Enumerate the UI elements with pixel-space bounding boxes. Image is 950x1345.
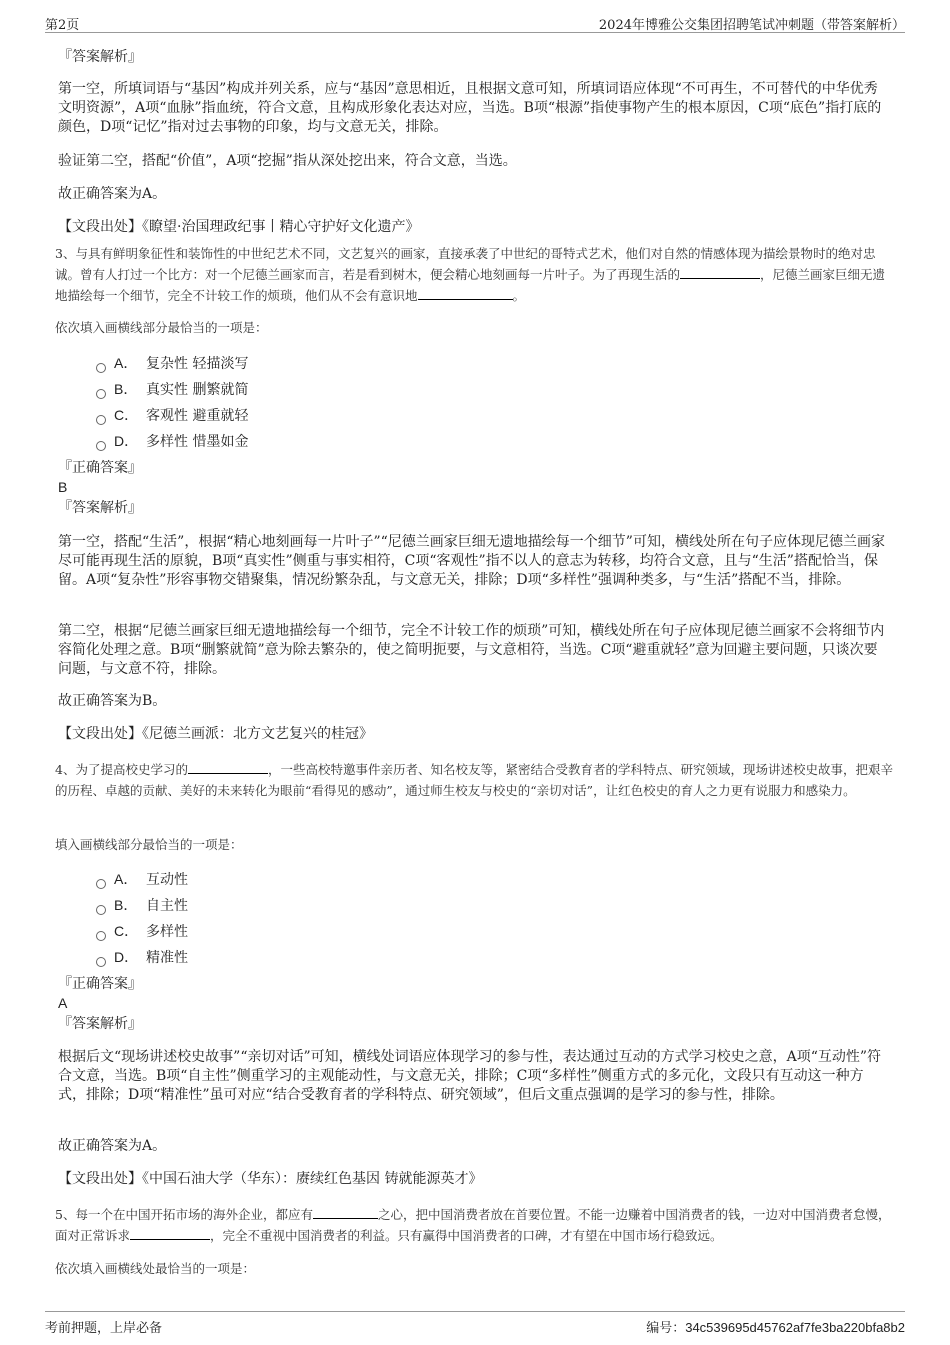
q4-analysis-title: 『答案解析』	[58, 1016, 142, 1032]
q2-analysis-title: 『答案解析』	[58, 49, 142, 65]
radio-icon[interactable]	[96, 957, 106, 967]
blank	[130, 1227, 210, 1240]
q4-answer: A	[58, 995, 68, 1011]
q4-analysis-p2: 故正确答案为A。	[58, 1138, 167, 1154]
q2-source: 【文段出处】《瞭望·治国理政纪事丨精心守护好文化遗产》	[58, 219, 420, 235]
q5-prompt: 依次填入画横线处最恰当的一项是：	[55, 1261, 256, 1276]
q4-prompt: 填入画横线部分最恰当的一项是：	[55, 837, 243, 852]
radio-icon[interactable]	[96, 389, 106, 399]
q3-stem: 3、与具有鲜明象征性和装饰性的中世纪艺术不同，文艺复兴的画家，直接承袭了中世纪的哥特式艺术，他们对自然的情感体现为描绘景物时的绝对忠诚。曾有人打过一个比方：对一个尼德兰画家而言，若是看到树木，便会精心地刻画每一片叶子。为了再现生活的 ，尼德兰画家巨细无遗地描绘每一个细节，完全不计较工作的烦琐，他们从不会有意识地 。	[55, 246, 886, 303]
q3-answer-title: 『正确答案』	[58, 460, 142, 476]
q4-option-d[interactable]: D． 精准性	[96, 947, 188, 967]
q3-analysis-title: 『答案解析』	[58, 500, 142, 516]
q3-answer: B	[58, 479, 68, 495]
radio-icon[interactable]	[96, 363, 106, 373]
q2-analysis-p3: 故正确答案为A。	[58, 186, 167, 202]
q3-option-d[interactable]: D． 多样性 惜墨如金	[96, 431, 248, 451]
blank	[418, 287, 513, 300]
q3-source: 【文段出处】《尼德兰画派：北方文艺复兴的桂冠》	[58, 726, 373, 742]
q3-option-b[interactable]: B． 真实性 删繁就简	[96, 379, 248, 399]
q5-stem: 5、每一个在中国开拓市场的海外企业，都应有 之心，把中国消费者放在首要位置。不能一边赚着中国消费者的钱，一边对中国消费者怠慢，面对正常诉求 ，完全不重视中国消费者的利益。只有赢得中国消费者的口碑，才有望在中国市场行稳致远。	[55, 1207, 891, 1243]
page-number: 第2页	[45, 18, 80, 33]
document-title: 2024年博雅公交集团招聘笔试冲刺题（带答案解析）	[598, 18, 905, 33]
q4-option-c[interactable]: C． 多样性	[96, 921, 188, 941]
blank	[680, 266, 760, 279]
q4-option-a[interactable]: A． 互动性	[96, 869, 188, 889]
q2-analysis-p1: 第一空，所填词语与“基因”构成并列关系，应与“基因”意思相近，且根据文意可知，所填词语应体现“不可再生，不可替代的中华优秀文明资源”，A项“血脉”指血统，符合文意，且构成形象化表达对应，当选。B项“根源”指使事物产生的根本原因，C项“底色”指打底的颜色，D项“记忆”指对过去事物的印象，均与文意无关，排除。	[58, 81, 882, 135]
footer-slogan: 考前押题，上岸必备	[45, 1321, 163, 1336]
q4-answer-title: 『正确答案』	[58, 976, 142, 992]
q4-source: 【文段出处】《中国石油大学（华东）：赓续红色基因 铸就能源英才》	[58, 1171, 483, 1187]
blank	[188, 761, 268, 774]
page-footer	[45, 1311, 905, 1338]
q3-analysis-p3: 故正确答案为B。	[58, 693, 167, 709]
q3-analysis-p2: 第二空，根据“尼德兰画家巨细无遗地描绘每一个细节，完全不计较工作的烦琐”可知，横线处所在句子应体现尼德兰画家不会将细节内容简化处理之意。B项“删繁就简”意为除去繁杂的，使之简明扼要，与文意相符，当选。C项“避重就轻”意为回避主要问题，只谈次要问题，与文意不符，排除。	[58, 623, 885, 677]
q2-analysis-p2: 验证第二空，搭配“价值”，A项“挖掘”指从深处挖出来，符合文意，当选。	[58, 153, 517, 169]
radio-icon[interactable]	[96, 879, 106, 889]
q4-stem: 4、为了提高校史学习的 ，一些高校特邀事件亲历者、知名校友等，紧密结合受教育者的学科特点、研究领域，现场讲述校史故事，把艰辛的历程、卓越的贡献、美好的未来转化为眼前“看得见的感动”，通过师生校友与校史的“亲切对话”，让红色校史的育人之力更有说服力和感染力。	[55, 762, 893, 798]
radio-icon[interactable]	[96, 415, 106, 425]
q3-option-c[interactable]: C． 客观性 避重就轻	[96, 405, 248, 425]
radio-icon[interactable]	[96, 905, 106, 915]
q4-option-b[interactable]: B． 自主性	[96, 895, 188, 915]
radio-icon[interactable]	[96, 931, 106, 941]
document-id: 编号：34c539695d45762af7fe3ba220bfa8b2	[646, 1320, 905, 1335]
page-header	[45, 10, 905, 33]
q3-prompt: 依次填入画横线部分最恰当的一项是：	[55, 320, 268, 335]
blank	[313, 1206, 378, 1219]
q3-analysis-p1: 第一空，搭配“生活”，根据“精心地刻画每一片叶子”“尼德兰画家巨细无遗地描绘每一个细节”可知，横线处所在句子应体现尼德兰画家尽可能再现生活的原貌，B项“真实性”侧重与事实相符，C项“客观性”指不以人的意志为转移，均符合文意，且与“生活”搭配恰当，保留。A项“复杂性”形容事物交错聚集，情况纷繁杂乱，与文意无关，排除；D项“多样性”强调种类多，与“生活”搭配不当，排除。	[58, 534, 885, 588]
radio-icon[interactable]	[96, 441, 106, 451]
q3-option-a[interactable]: A． 复杂性 轻描淡写	[96, 353, 248, 373]
q4-analysis-p1: 根据后文“现场讲述校史故事”“亲切对话”可知，横线处词语应体现学习的参与性，表达通过互动的方式学习校史之意，A项“互动性”符合文意，当选。B项“自主性”侧重学习的主观能动性，与文意无关，排除；C项“多样性”侧重方式的多元化，文段只有互动这一种方式，排除；D项“精准性”虽可对应“结合受教育者的学科特点、研究领域”，但后文重点强调的是学习的参与性，排除。	[58, 1049, 882, 1103]
